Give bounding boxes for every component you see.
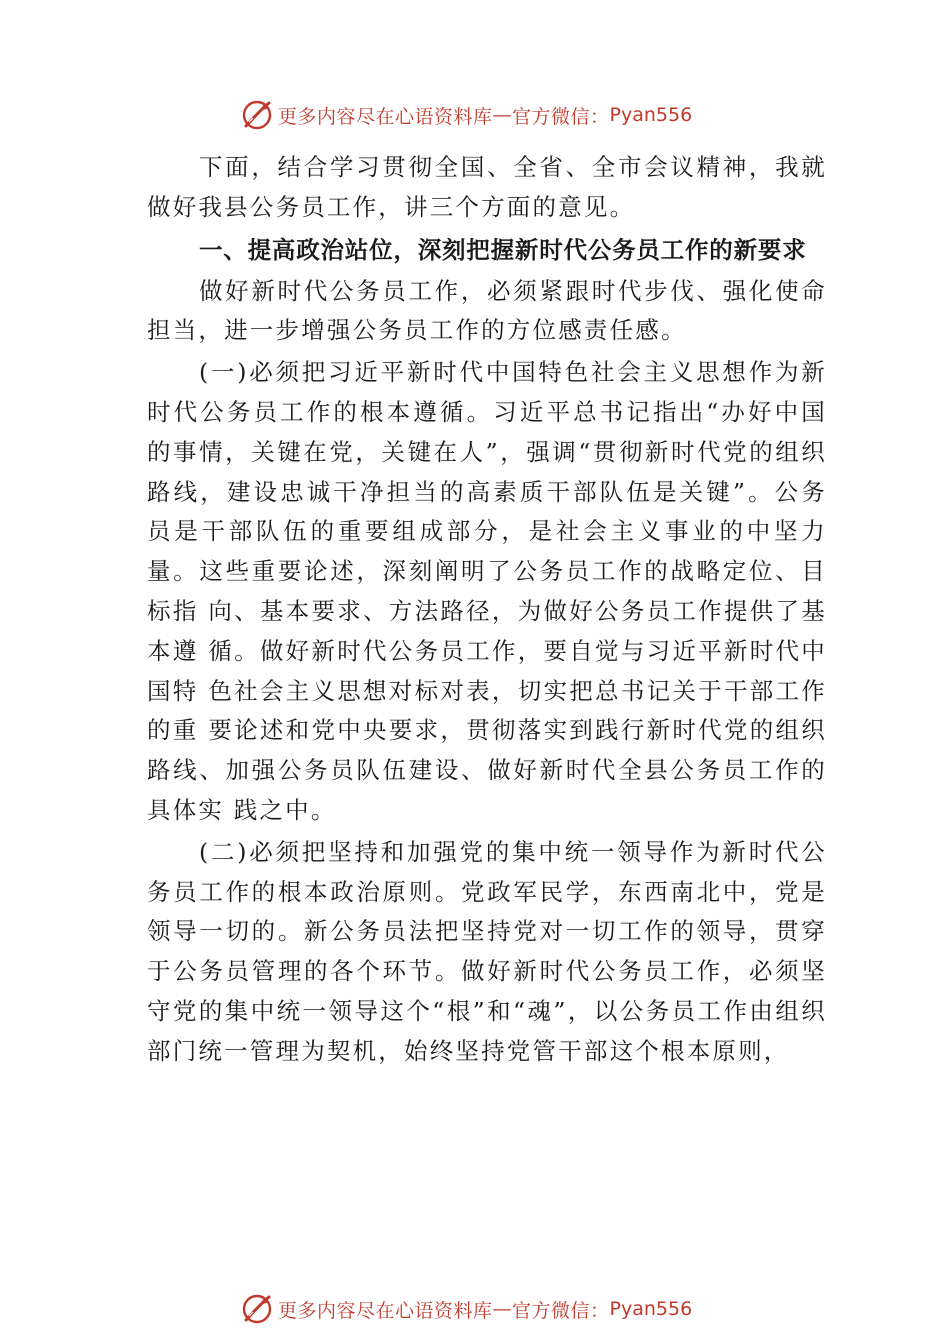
section-heading-1: 一、提高政治站位，深刻把握新时代公务员工作的新要求 — [199, 235, 807, 264]
banner-title: 更多内容尽在心语资料库 — [278, 105, 493, 128]
brush-logo-icon — [240, 98, 274, 132]
paragraph-2: (一)必须把习近平新时代中国特色社会主义思想作为新时代公务员工作的根本遵循。习近平总书记指出“办好中国的事情，关键在党，关键在人”，强调“贯彻新时代党的组织 路线，建设忠诚干净担当的高素质干部队伍是关键”。公务员是干部队伍的重要组成部分，是社会主义事业的中坚力量。这些重要论述，深刻阐明了公务员工作的战略定位、目标指 向、基本要求、方法路径，为做好公务员工作提供了基本遵 循。做好新时代公务员工作，要自觉与习近平新时代中国特 色社会主义思想对标对表，切实把总书记关于干部工作的重 要论述和党中央要求，贯彻落实到践行新时代党的组织路线、加强公务员队伍建设、做好新时代全县公务员工作的具体实 践之中。 — [147, 358, 827, 824]
paragraph-3: (二)必须把坚持和加强党的集中统一领导作为新时代公务员工作的根本政治原则。党政军民学，东西南北中，党是领导一切的。新公务员法把坚持党对一切工作的领导，贯穿于公务员管理的各个环节。做好新时代公务员工作，必须坚守党的集中统一领导这个“根”和“魂”，以公务员工作由组织部门统一管理为契机，始终坚持党管干部这个根本原则， — [147, 837, 827, 1065]
header-banner — [240, 96, 692, 134]
footer-banner — [240, 1290, 692, 1328]
banner-wechat-label: 官方微信： — [512, 1299, 610, 1322]
intro-paragraph: 下面，结合学习贯彻全国、全省、全市会议精神，我就做好我县公务员工作，讲三个方面的意见。 — [147, 153, 827, 221]
banner-wechat-id: Pyan556 — [609, 1298, 693, 1320]
brush-logo-icon — [240, 1292, 274, 1326]
banner-wechat-id: Pyan556 — [609, 104, 693, 126]
banner-dash: — — [492, 1298, 513, 1320]
paragraph-1: 做好新时代公务员工作，必须紧跟时代步伐、强化使命担当，进一步增强公务员工作的方位感责任感。 — [147, 276, 827, 345]
document-body — [147, 148, 827, 1072]
banner-wechat-label: 官方微信： — [512, 105, 610, 128]
banner-dash: — — [492, 104, 513, 126]
banner-title: 更多内容尽在心语资料库 — [278, 1299, 493, 1322]
